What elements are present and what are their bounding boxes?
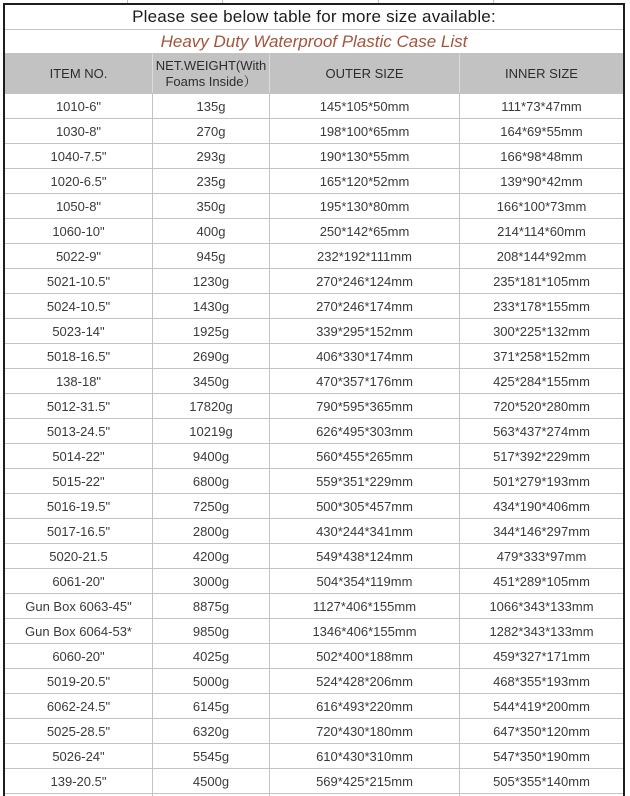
- item-no-cell: 5023-14": [5, 319, 153, 343]
- outer-size-cell: 790*595*365mm: [270, 394, 460, 418]
- net-weight-cell: 3000g: [153, 569, 270, 593]
- item-no-cell: 5018-16.5": [5, 344, 153, 368]
- net-weight-cell: 2690g: [153, 344, 270, 368]
- outer-size-cell: 406*330*174mm: [270, 344, 460, 368]
- inner-size-cell: 111*73*47mm: [501, 98, 582, 114]
- table-row: [5, 519, 623, 544]
- item-no-cell: 5025-28.5": [5, 719, 153, 743]
- header-net-weight: NET.WEIGHT(With Foams Inside）: [153, 54, 270, 93]
- outer-size-cell: 430*244*341mm: [270, 519, 460, 543]
- outer-size-cell: 250*142*65mm: [270, 219, 460, 243]
- net-weight-cell: 293g: [153, 144, 270, 168]
- table-row: [5, 294, 623, 319]
- net-weight-cell: 7250g: [153, 494, 270, 518]
- table-row: [5, 219, 623, 244]
- item-no-cell: 1010-6": [5, 94, 153, 118]
- item-no-cell: 1050-8": [5, 194, 153, 218]
- table-row: [5, 119, 623, 144]
- inner-size-cell: 371*258*152mm: [493, 348, 590, 364]
- outer-size-cell: 1346*406*155mm: [270, 619, 460, 643]
- inner-size-cell: 164*69*55mm: [500, 123, 583, 139]
- net-weight-cell: 350g: [153, 194, 270, 218]
- net-weight-cell: 10219g: [153, 419, 270, 443]
- table-row: [5, 344, 623, 369]
- net-weight-cell: 9850g: [153, 619, 270, 643]
- net-weight-cell: 6320g: [153, 719, 270, 743]
- table-row: [5, 169, 623, 194]
- net-weight-cell: 4500g: [153, 769, 270, 793]
- item-no-cell: 5026-24": [5, 744, 153, 768]
- inner-size-cell: 451*289*105mm: [493, 573, 590, 589]
- net-weight-cell: 135g: [153, 94, 270, 118]
- net-weight-cell: 1925g: [153, 319, 270, 343]
- net-weight-cell: 5000g: [153, 669, 270, 693]
- inner-size-cell: 505*355*140mm: [493, 773, 590, 789]
- net-weight-cell: 945g: [153, 244, 270, 268]
- inner-size-cell: 344*146*297mm: [493, 523, 590, 539]
- net-weight-cell: 4200g: [153, 544, 270, 568]
- table-row: [5, 494, 623, 519]
- table-row: [5, 444, 623, 469]
- table-row: [5, 394, 623, 419]
- table-row: [5, 269, 623, 294]
- inner-size-cell: 501*279*193mm: [493, 473, 590, 489]
- outer-size-cell: 190*130*55mm: [270, 144, 460, 168]
- net-weight-cell: 9400g: [153, 444, 270, 468]
- outer-size-cell: 500*305*457mm: [270, 494, 460, 518]
- outer-size-cell: 198*100*65mm: [270, 119, 460, 143]
- net-weight-cell: 6145g: [153, 694, 270, 718]
- outer-size-cell: 339*295*152mm: [270, 319, 460, 343]
- inner-size-cell: 720*520*280mm: [493, 398, 590, 414]
- item-no-cell: 1020-6.5": [5, 169, 153, 193]
- header-inner-size: INNER SIZE: [505, 65, 578, 81]
- item-no-cell: 5017-16.5": [5, 519, 153, 543]
- inner-size-cell: 1282*343*133mm: [489, 623, 594, 639]
- item-no-cell: 5020-21.5: [5, 544, 153, 568]
- item-no-cell: Gun Box 6064-53*: [5, 619, 153, 643]
- inner-size-cell: 459*327*171mm: [493, 648, 590, 664]
- item-no-cell: 1060-10": [5, 219, 153, 243]
- outer-size-cell: 549*438*124mm: [270, 544, 460, 568]
- item-no-cell: 6060-20": [5, 644, 153, 668]
- header-item-no: ITEM NO.: [5, 54, 153, 93]
- outer-size-cell: 165*120*52mm: [270, 169, 460, 193]
- size-table: [3, 3, 625, 796]
- outer-size-cell: 559*351*229mm: [270, 469, 460, 493]
- table-note-text: Please see below table for more size available:: [132, 7, 496, 26]
- net-weight-cell: 400g: [153, 219, 270, 243]
- table-row: [5, 569, 623, 594]
- inner-size-cell: 547*350*190mm: [493, 748, 590, 764]
- net-weight-cell: 4025g: [153, 644, 270, 668]
- inner-size-cell: 139*90*42mm: [500, 173, 583, 189]
- item-no-cell: 138-18": [5, 369, 153, 393]
- item-no-cell: 5015-22": [5, 469, 153, 493]
- net-weight-cell: 17820g: [153, 394, 270, 418]
- item-no-cell: 5014-22": [5, 444, 153, 468]
- outer-size-cell: 195*130*80mm: [270, 194, 460, 218]
- item-no-cell: 139-20.5": [5, 769, 153, 793]
- inner-size-cell: 517*392*229mm: [493, 448, 590, 464]
- item-no-cell: 5013-24.5": [5, 419, 153, 443]
- outer-size-cell: 720*430*180mm: [270, 719, 460, 743]
- item-no-cell: 5022-9": [5, 244, 153, 268]
- inner-size-cell: 233*178*155mm: [493, 298, 590, 314]
- table-title-text: Heavy Duty Waterproof Plastic Case List: [160, 31, 468, 51]
- table-row: [5, 694, 623, 719]
- outer-size-cell: 1127*406*155mm: [270, 594, 460, 618]
- inner-size-cell: 214*114*60mm: [497, 223, 586, 239]
- inner-size-cell: 434*190*406mm: [493, 498, 590, 514]
- table-header-row: [5, 54, 623, 94]
- net-weight-cell: 1230g: [153, 269, 270, 293]
- outer-size-cell: 524*428*206mm: [270, 669, 460, 693]
- outer-size-cell: 569*425*215mm: [270, 769, 460, 793]
- outer-size-cell: 232*192*111mm: [270, 244, 460, 268]
- table-row: [5, 144, 623, 169]
- outer-size-cell: 616*493*220mm: [270, 694, 460, 718]
- outer-size-cell: 270*246*124mm: [270, 269, 460, 293]
- net-weight-cell: 235g: [153, 169, 270, 193]
- inner-size-cell: 563*437*274mm: [493, 423, 590, 439]
- inner-size-cell: 1066*343*133mm: [489, 598, 594, 614]
- inner-size-cell: 468*355*193mm: [493, 673, 590, 689]
- net-weight-cell: 270g: [153, 119, 270, 143]
- table-row: [5, 719, 623, 744]
- table-row: [5, 319, 623, 344]
- net-weight-cell: 6800g: [153, 469, 270, 493]
- header-outer-size: OUTER SIZE: [270, 54, 460, 93]
- table-row: [5, 544, 623, 569]
- table-row: [5, 419, 623, 444]
- inner-size-cell: 479*333*97mm: [496, 548, 587, 564]
- outer-size-cell: 610*430*310mm: [270, 744, 460, 768]
- table-row: [5, 669, 623, 694]
- table-row: [5, 744, 623, 769]
- outer-size-cell: 560*455*265mm: [270, 444, 460, 468]
- item-no-cell: 6061-20": [5, 569, 153, 593]
- outer-size-cell: 470*357*176mm: [270, 369, 460, 393]
- net-weight-cell: 3450g: [153, 369, 270, 393]
- inner-size-cell: 300*225*132mm: [493, 323, 590, 339]
- net-weight-cell: 5545g: [153, 744, 270, 768]
- table-row: [5, 369, 623, 394]
- table-row: [5, 94, 623, 119]
- table-row: [5, 644, 623, 669]
- inner-size-cell: 208*144*92mm: [496, 248, 587, 264]
- outer-size-cell: 270*246*174mm: [270, 294, 460, 318]
- net-weight-cell: 1430g: [153, 294, 270, 318]
- inner-size-cell: 166*100*73mm: [496, 198, 587, 214]
- inner-size-cell: 544*419*200mm: [493, 698, 590, 714]
- item-no-cell: 5012-31.5": [5, 394, 153, 418]
- outer-size-cell: 145*105*50mm: [270, 94, 460, 118]
- item-no-cell: 5019-20.5": [5, 669, 153, 693]
- item-no-cell: 6062-24.5": [5, 694, 153, 718]
- table-row: [5, 244, 623, 269]
- outer-size-cell: 626*495*303mm: [270, 419, 460, 443]
- outer-size-cell: 502*400*188mm: [270, 644, 460, 668]
- table-row: [5, 194, 623, 219]
- item-no-cell: 1040-7.5": [5, 144, 153, 168]
- net-weight-cell: 8875g: [153, 594, 270, 618]
- inner-size-cell: 425*284*155mm: [493, 373, 590, 389]
- inner-size-cell: 235*181*105mm: [493, 273, 590, 289]
- item-no-cell: Gun Box 6063-45": [5, 594, 153, 618]
- inner-size-cell: 166*98*48mm: [500, 148, 583, 164]
- item-no-cell: 5021-10.5": [5, 269, 153, 293]
- table-row: [5, 594, 623, 619]
- outer-size-cell: 504*354*119mm: [270, 569, 460, 593]
- table-row: [5, 769, 623, 794]
- item-no-cell: 5024-10.5": [5, 294, 153, 318]
- inner-size-cell: 647*350*120mm: [493, 723, 590, 739]
- net-weight-cell: 2800g: [153, 519, 270, 543]
- table-row: [5, 469, 623, 494]
- item-no-cell: 1030-8": [5, 119, 153, 143]
- table-row: [5, 619, 623, 644]
- table-title: [5, 30, 623, 54]
- table-note: [5, 5, 623, 30]
- item-no-cell: 5016-19.5": [5, 494, 153, 518]
- table-body: [5, 94, 623, 794]
